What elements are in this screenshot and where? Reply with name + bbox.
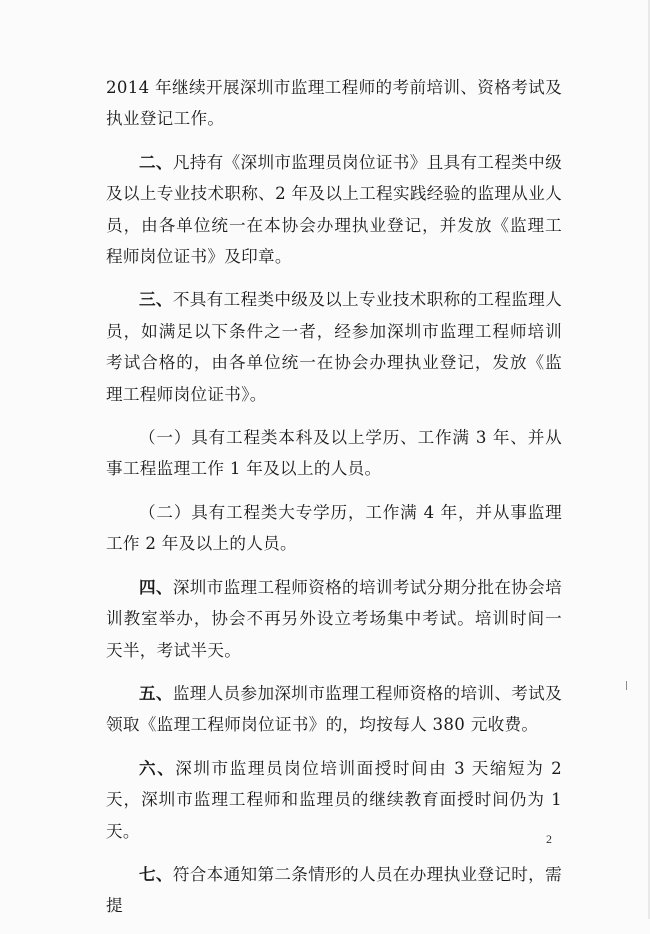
paragraph-text: 符合本通知第二条情形的人员在办理执业登记时，需提 <box>106 864 562 916</box>
paragraph-subitem-1 <box>106 422 562 485</box>
paragraph-text: 不具有工程类中级及以上专业技术职称的工程监理人员，如满足以下条件之一者，经参加深圳市监理工程师培训考试合格的，由各单位统一在协会办理执业登记，发放《监理工程师岗位证书》。 <box>106 290 562 404</box>
paragraph-heading: 六、 <box>139 757 176 778</box>
paragraph-text: 凡持有《深圳市监理员岗位证书》且具有工程类中级及以上专业技术职称、2 年及以上工程实践经验的监理从业人员，由各单位统一在本协会办理执业登记，并发放《监理工程师岗位证书》及印章。 <box>106 152 562 267</box>
paragraph-text: （一）具有工程类本科及以上学历、工作满 3 年、并从事工程监理工作 1 年及以上的人员。 <box>106 428 562 479</box>
paragraph-heading: 七、 <box>139 863 173 884</box>
paragraph-heading: 三、 <box>139 289 173 310</box>
paragraph-heading: 二、 <box>139 151 173 172</box>
paragraph-item-6 <box>106 753 562 847</box>
paragraph-heading: 五、 <box>139 682 173 703</box>
paragraph-heading: 四、 <box>139 576 173 597</box>
scan-mark <box>626 681 627 690</box>
paragraph-item-2 <box>106 147 562 273</box>
paragraph-continuation <box>106 72 562 135</box>
document-body <box>106 72 562 934</box>
paragraph-subitem-2 <box>106 497 562 560</box>
paragraph-text: 深圳市监理工程师资格的培训考试分期分批在协会培训教室举办，协会不再另外设立考场集中考试。培训时间一天半，考试半天。 <box>106 577 562 660</box>
paragraph-text: （二）具有工程类大专学历，工作满 4 年，并从事监理工作 2 年及以上的人员。 <box>106 502 562 554</box>
paragraph-text: 2014 年继续开展深圳市监理工程师的考前培训、资格考试及执业登记工作。 <box>106 78 562 129</box>
paragraph-text: 监理人员参加深圳市监理工程师资格的培训、考试及领取《监理工程师岗位证书》的，均按每人 380 元收费。 <box>106 683 562 735</box>
paragraph-item-7 <box>106 859 562 922</box>
paragraph-item-5 <box>106 678 562 741</box>
paragraph-item-3 <box>106 284 562 410</box>
page-number: 2 <box>546 832 552 846</box>
paragraph-item-4 <box>106 572 562 666</box>
paragraph-text: 深圳市监理员岗位培训面授时间由 3 天缩短为 2 天，深圳市监理工程师和监理员的继续教育面授时间仍为 1 天。 <box>106 758 562 841</box>
